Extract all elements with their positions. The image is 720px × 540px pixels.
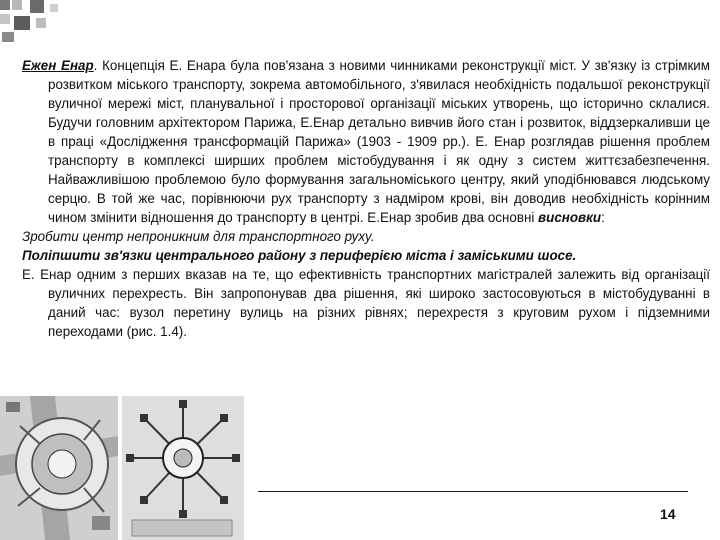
footer-rule xyxy=(258,491,688,492)
paragraph-body: . Концепція Е. Енара була пов'язана з новими чинниками реконструкції міст. У зв'язку із стрімким розвитком міського транспорту, зокрема автомобільного, з'явилася необхідність подальшої реконструкції вуличної мережі міст, планувальної і просторової організації міських утворень, що історично склалися. Будучи головним архітектором Парижа, Е.Енар детально вивчив його стан і розвиток, віддзеркаливши це в праці «Дослідження трансформацій Парижа» (1903 - 1909 рр.). Е. Енар розглядав рішення проблем транспорту в комплексі ширших проблем містобудування і як одну з систем життєзабезпечення. Найважливішою проблемою було формування загальноміського центру, який уподібнювався людському серцю. В той же час, порівнюючи рух транспорту з надміром крові, він доводив необхідність корінним чином змінити відношення до транспорту в центрі. Е.Енар зробив два основні xyxy=(48,58,710,225)
decor-square xyxy=(0,14,10,24)
conclusion-2: Поліпшити зв'язки центрального району з периферією міста і заміськими шосе. xyxy=(22,248,577,263)
paragraph-enar xyxy=(22,56,710,227)
decor-square xyxy=(12,0,22,10)
radial-intersection-image xyxy=(122,396,244,540)
decor-square xyxy=(30,0,44,13)
paragraph-intersections: Е. Енар одним з перших вказав на те, що ефективність транспортних магістралей залежить від організації вуличних перехресть. Він запропонував два рішення, які широко застосовуються в містобудуванні в даний час: вузол перетину вулиць на різних рівнях; перехрестя з круговим рухом і підземними переходами (рис. 1.4). xyxy=(22,267,710,339)
main-text xyxy=(22,56,710,341)
decor-square xyxy=(36,18,46,28)
conclusion-1: Зробити центр непроникним для транспортного руху. xyxy=(22,229,375,244)
colon: : xyxy=(601,210,605,225)
decor-square xyxy=(50,4,58,12)
conclusions-word: висновки xyxy=(538,210,602,225)
decor-square xyxy=(2,32,14,42)
decor-square xyxy=(14,16,30,30)
roundabout-image xyxy=(0,396,118,540)
decor-square xyxy=(0,0,10,10)
radial-intersection-plan xyxy=(122,396,244,540)
page-number: 14 xyxy=(660,506,676,522)
roundabout-illustration xyxy=(0,396,118,540)
author-name: Ежен Енар xyxy=(22,58,94,73)
